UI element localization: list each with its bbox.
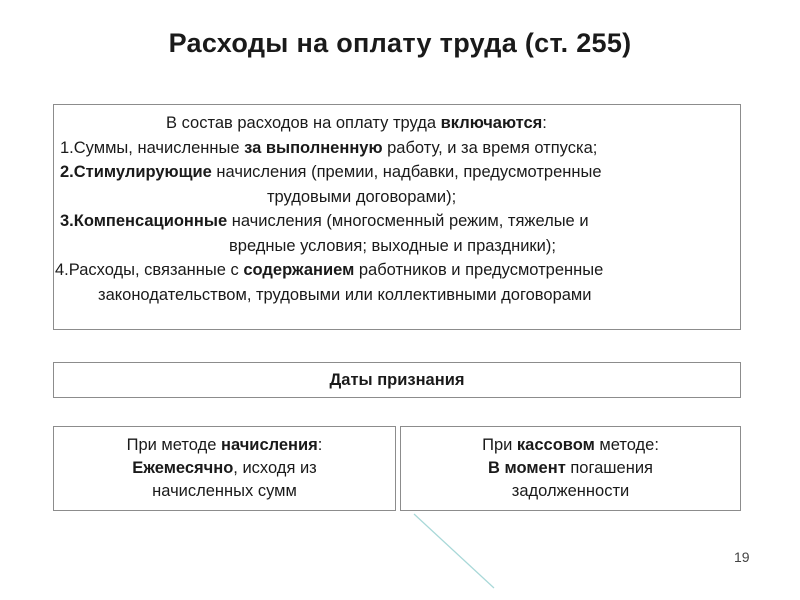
cash-line-1: При кассовом методе: xyxy=(482,436,659,454)
accrual-line-1: При методе начисления: xyxy=(126,436,323,454)
slide-title: Расходы на оплату труда (ст. 255) xyxy=(168,28,632,58)
intro-line: В состав расходов на оплату труда включаются: xyxy=(166,114,547,132)
cash-line-3: задолженности xyxy=(511,482,630,500)
page-number: 19 xyxy=(734,549,750,565)
item-3-continuation: вредные условия; выходные и праздники); xyxy=(229,236,556,255)
item-3: 3.Компенсационные начисления (многосменный режим, тяжелые и xyxy=(60,212,589,230)
emphasis-included: включаются xyxy=(440,114,543,132)
item-2-continuation: трудовыми договорами); xyxy=(267,187,457,206)
item-4: 4.Расходы, связанные с содержанием работников и предусмотренные xyxy=(55,261,604,279)
item-4-continuation: законодательством, трудовыми или коллективными договорами xyxy=(98,285,592,304)
accrual-line-2: Ежемесячно, исходя из xyxy=(132,459,317,477)
item-2: 2.Стимулирующие начисления (премии, надбавки, предусмотренные xyxy=(60,163,602,181)
accrual-line-3: начисленных сумм xyxy=(152,482,297,500)
cash-line-2: В момент погашения xyxy=(488,459,653,477)
item-1: 1.Суммы, начисленные за выполненную работу, и за время отпуска; xyxy=(60,138,598,157)
recognition-dates-header: Даты признания xyxy=(53,362,741,398)
connector-line-segment xyxy=(414,514,494,588)
